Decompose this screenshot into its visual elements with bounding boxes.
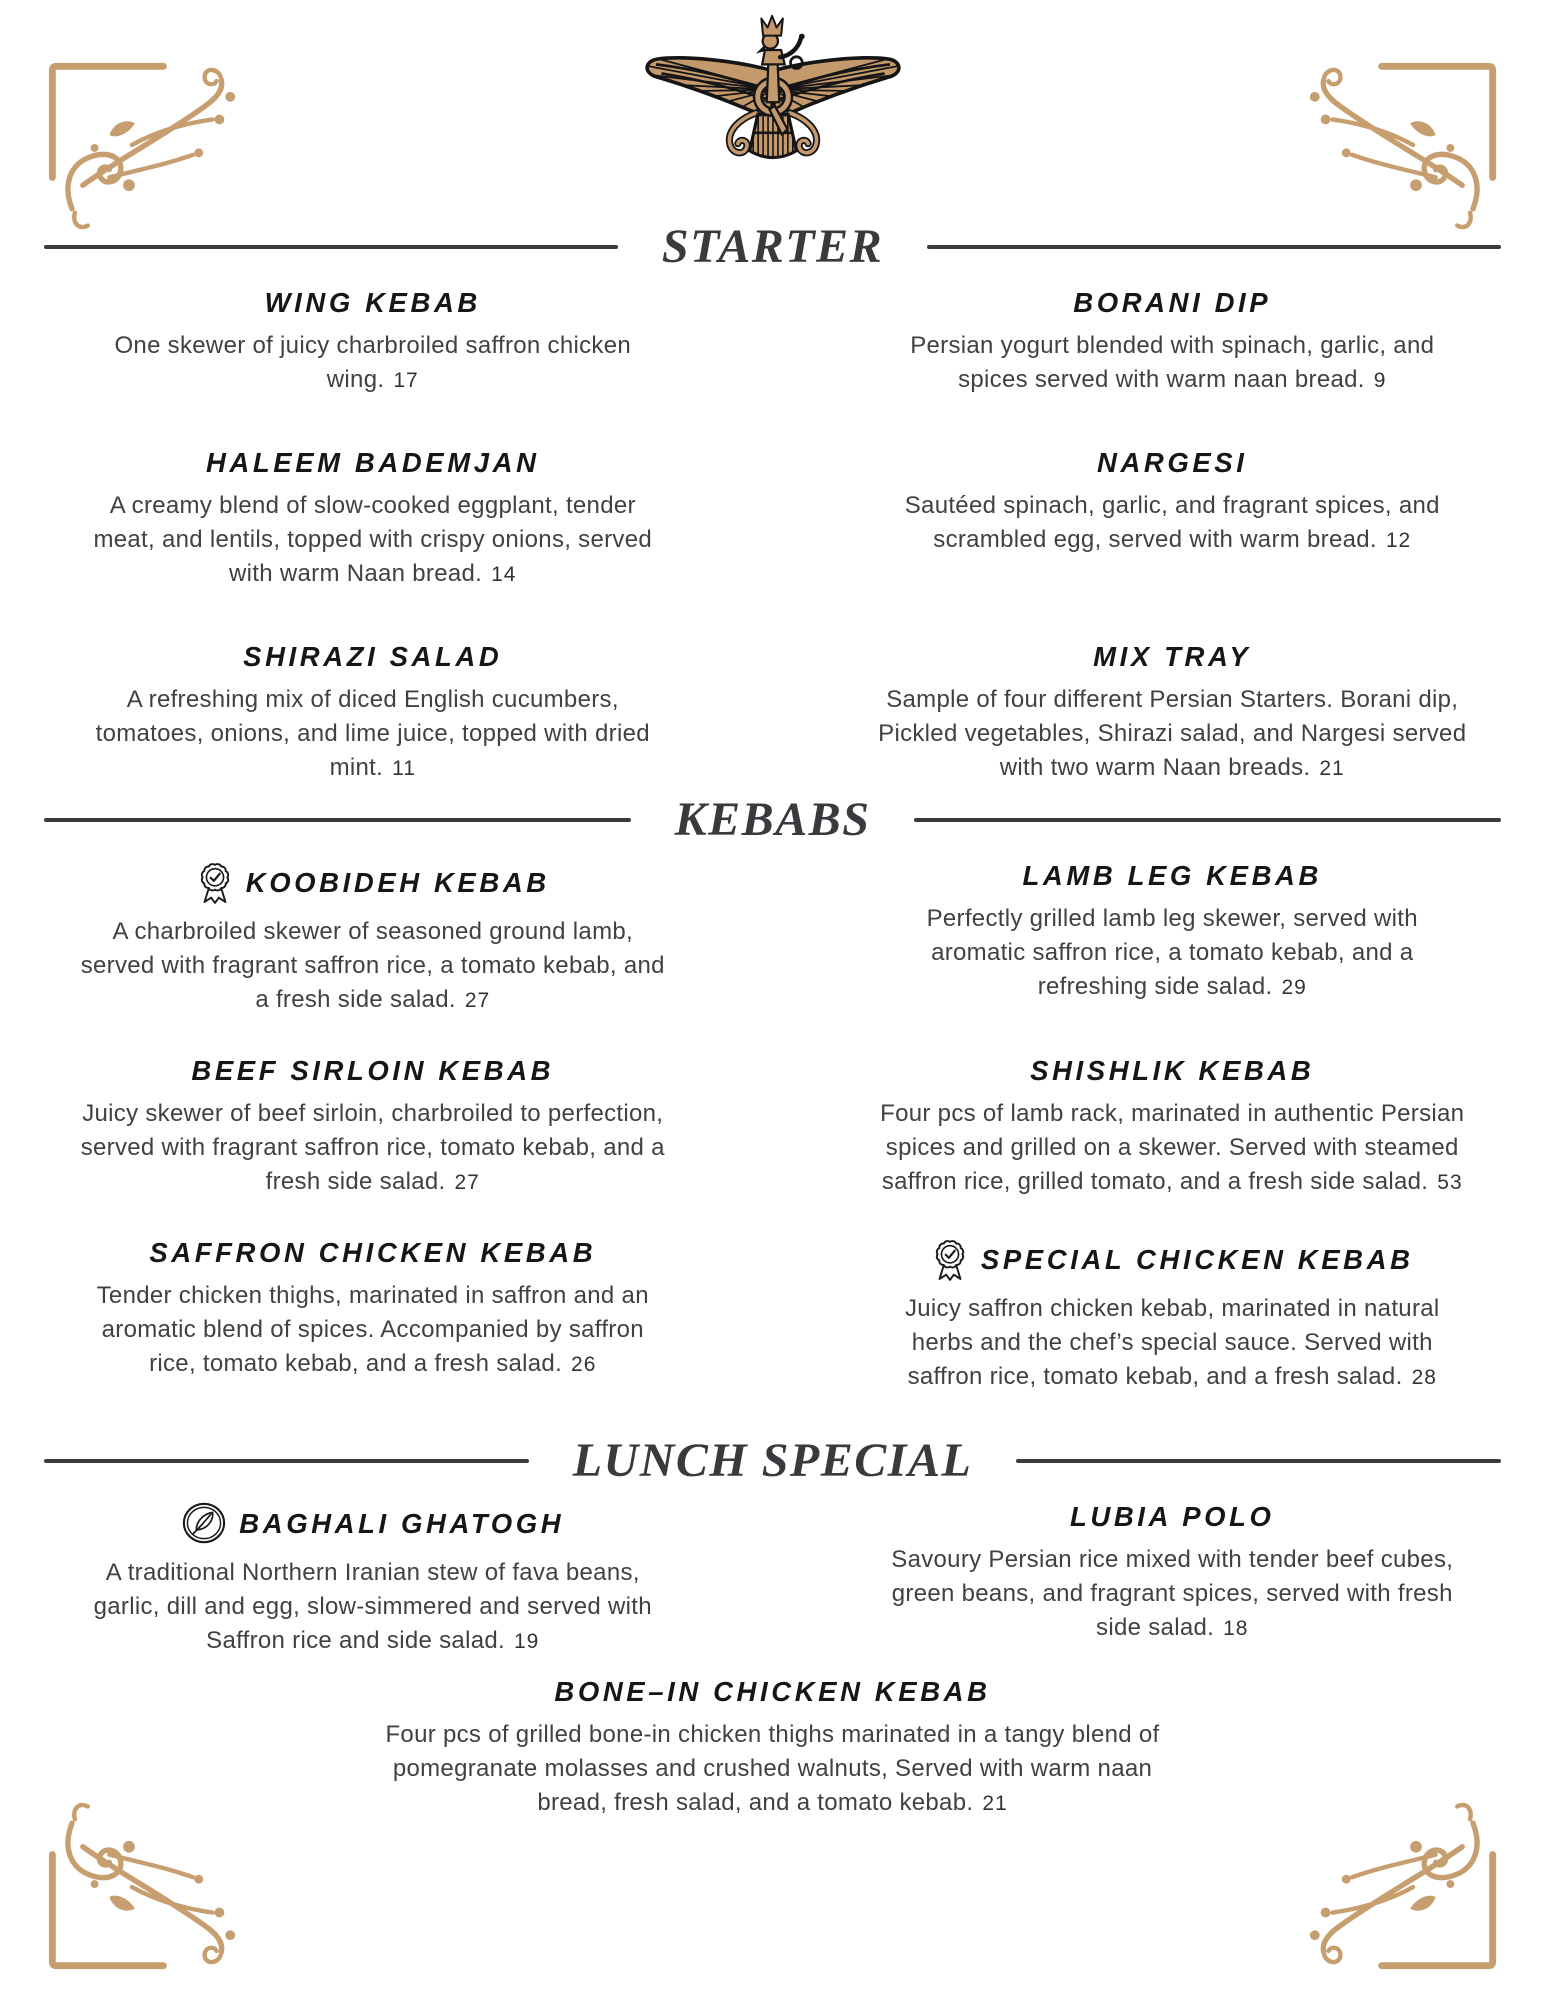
- menu-item-price: 17: [393, 369, 419, 392]
- menu-item-price: 14: [491, 563, 517, 586]
- menu-item-name: BEEF SIRLOIN KEBAB: [191, 1055, 555, 1086]
- menu-item-bone-in-chicken-kebab: [0, 1675, 1545, 1821]
- menu-item-name: SHIRAZI SALAD: [243, 641, 503, 672]
- menu-item-name: LUBIA POLO: [1069, 1501, 1275, 1532]
- menu-item-price: 27: [464, 989, 491, 1012]
- menu-item-name: BAGHALI GHATOGH: [48, 1500, 698, 1546]
- menu-item-description: A creamy blend of slow-cooked eggplant, tender meat, and lentils, topped with crispy onions, served with warm Naan bread. 14: [93, 492, 653, 587]
- menu-item-description: One skewer of juicy charbroiled saffron chicken wing. 17: [114, 332, 632, 393]
- divider-rule: [44, 1459, 529, 1463]
- menu-item-price: 11: [392, 757, 416, 780]
- section-title: KEBABS: [674, 793, 871, 846]
- menu-item-koobideh-kebab: [48, 859, 698, 1018]
- menu-item-price: 26: [571, 1353, 597, 1376]
- menu-item-description: Four pcs of grilled bone-in chicken thighs marinated in a tangy blend of pomegranate molasses and crushed walnuts, Served with warm naan bread, fresh salad, and a tomato kebab. 21: [385, 1721, 1160, 1816]
- menu-item-haleem-bademjan: [48, 446, 698, 592]
- section-heading-lunch-special: [0, 1435, 1545, 1487]
- menu-item-name: MIX TRAY: [1093, 641, 1252, 672]
- award-badge-icon: [196, 859, 234, 905]
- menu-item-lubia-polo: [848, 1500, 1498, 1659]
- menu-item-name: LAMB LEG KEBAB: [1022, 860, 1322, 891]
- menu-item-name: HALEEM BADEMJAN: [205, 447, 540, 478]
- faravahar-emblem: [638, 14, 908, 185]
- lunch-special-items: [0, 1500, 1545, 1659]
- divider-rule: [914, 818, 1501, 822]
- menu-item-name: BORANI DIP: [1073, 287, 1272, 318]
- divider-rule: [1016, 1459, 1501, 1463]
- menu-item-price: 9: [1373, 369, 1387, 392]
- menu-item-description: Sample of four different Persian Starters. Borani dip, Pickled vegetables, Shirazi salad, and Nargesi served with two warm Naan breads. 21: [878, 686, 1467, 781]
- menu-item-name: BONE–IN CHICKEN KEBAB: [554, 1676, 991, 1707]
- section-title: STARTER: [661, 220, 884, 273]
- kebabs-items: [0, 859, 1545, 1395]
- divider-rule: [927, 245, 1501, 249]
- menu-item-name: KOOBIDEH KEBAB: [48, 859, 698, 905]
- menu-item-description: Tender chicken thighs, marinated in saffron and an aromatic blend of spices. Accompanied by saffron rice, tomato kebab, and a fresh salad. 26: [96, 1282, 649, 1377]
- divider-rule: [44, 818, 631, 822]
- section-title: LUNCH SPECIAL: [572, 1434, 973, 1487]
- menu-item-price: 21: [982, 1792, 1008, 1815]
- leaf-icon: [181, 1500, 227, 1546]
- menu-item-description: Four pcs of lamb rack, marinated in authentic Persian spices and grilled on a skewer. Served with steamed saffron rice, grilled tomato, and a fresh side salad. 53: [880, 1100, 1465, 1195]
- menu-item-saffron-chicken-kebab: [48, 1236, 698, 1395]
- menu-item-description: Persian yogurt blended with spinach, garlic, and spices served with warm naan bread. 9: [910, 332, 1435, 393]
- starter-items: [0, 286, 1545, 786]
- menu-item-name: SHISHLIK KEBAB: [1030, 1055, 1315, 1086]
- menu-item-beef-sirloin-kebab: [48, 1054, 698, 1200]
- menu-item-description: Juicy skewer of beef sirloin, charbroiled to perfection, served with fragrant saffron rice, tomato kebab, and a fresh side salad. 27: [80, 1100, 665, 1195]
- menu-item-description: Juicy saffron chicken kebab, marinated in natural herbs and the chef’s special sauce. Served with saffron rice, tomato kebab, and a fresh salad. 28: [904, 1295, 1440, 1390]
- menu-item-name: NARGESI: [1097, 447, 1248, 478]
- menu-item-shirazi-salad: [48, 640, 698, 786]
- menu-item-price: 21: [1319, 757, 1345, 780]
- menu-item-price: 29: [1281, 976, 1307, 999]
- section-heading-starter: [0, 221, 1545, 273]
- menu-item-special-chicken-kebab: [848, 1236, 1498, 1395]
- menu-item-description: Savoury Persian rice mixed with tender beef cubes, green beans, and fragrant spices, served with fresh side salad. 18: [891, 1546, 1454, 1641]
- menu-item-wing-kebab: [48, 286, 698, 398]
- menu-item-lamb-leg-kebab: [848, 859, 1498, 1018]
- menu-item-nargesi: [848, 446, 1498, 592]
- menu-item-price: 53: [1437, 1171, 1463, 1194]
- menu-item-description: Sautéed spinach, garlic, and fragrant spices, and scrambled egg, served with warm bread. 12: [904, 492, 1440, 553]
- menu-item-price: 19: [513, 1630, 540, 1653]
- menu-item-price: 12: [1385, 529, 1412, 552]
- menu-item-name: SPECIAL CHICKEN KEBAB: [848, 1236, 1498, 1282]
- menu-item-description: A traditional Northern Iranian stew of fava beans, garlic, dill and egg, slow-simmered and served with Saffron rice and side salad. 19: [93, 1559, 652, 1654]
- divider-rule: [44, 245, 618, 249]
- menu-item-name: SAFFRON CHICKEN KEBAB: [149, 1237, 597, 1268]
- menu-item-mix-tray: [848, 640, 1498, 786]
- menu-item-price: 28: [1411, 1366, 1437, 1389]
- award-badge-icon: [931, 1236, 969, 1282]
- section-heading-kebabs: [0, 794, 1545, 846]
- menu-item-baghali-ghatogh: [48, 1500, 698, 1659]
- menu-item-borani-dip: [848, 286, 1498, 398]
- menu-item-name: WING KEBAB: [264, 287, 481, 318]
- menu-item-shishlik-kebab: [848, 1054, 1498, 1200]
- menu-item-price: 18: [1223, 1617, 1249, 1640]
- menu-item-description: A charbroiled skewer of seasoned ground lamb, served with fragrant saffron rice, a tomato kebab, and a fresh side salad. 27: [80, 918, 665, 1013]
- menu-item-price: 27: [454, 1171, 480, 1194]
- menu-item-description: A refreshing mix of diced English cucumbers, tomatoes, onions, and lime juice, topped with dried mint. 11: [95, 686, 650, 781]
- menu-item-description: Perfectly grilled lamb leg skewer, served with aromatic saffron rice, a tomato kebab, and a refreshing side salad. 29: [926, 905, 1418, 1000]
